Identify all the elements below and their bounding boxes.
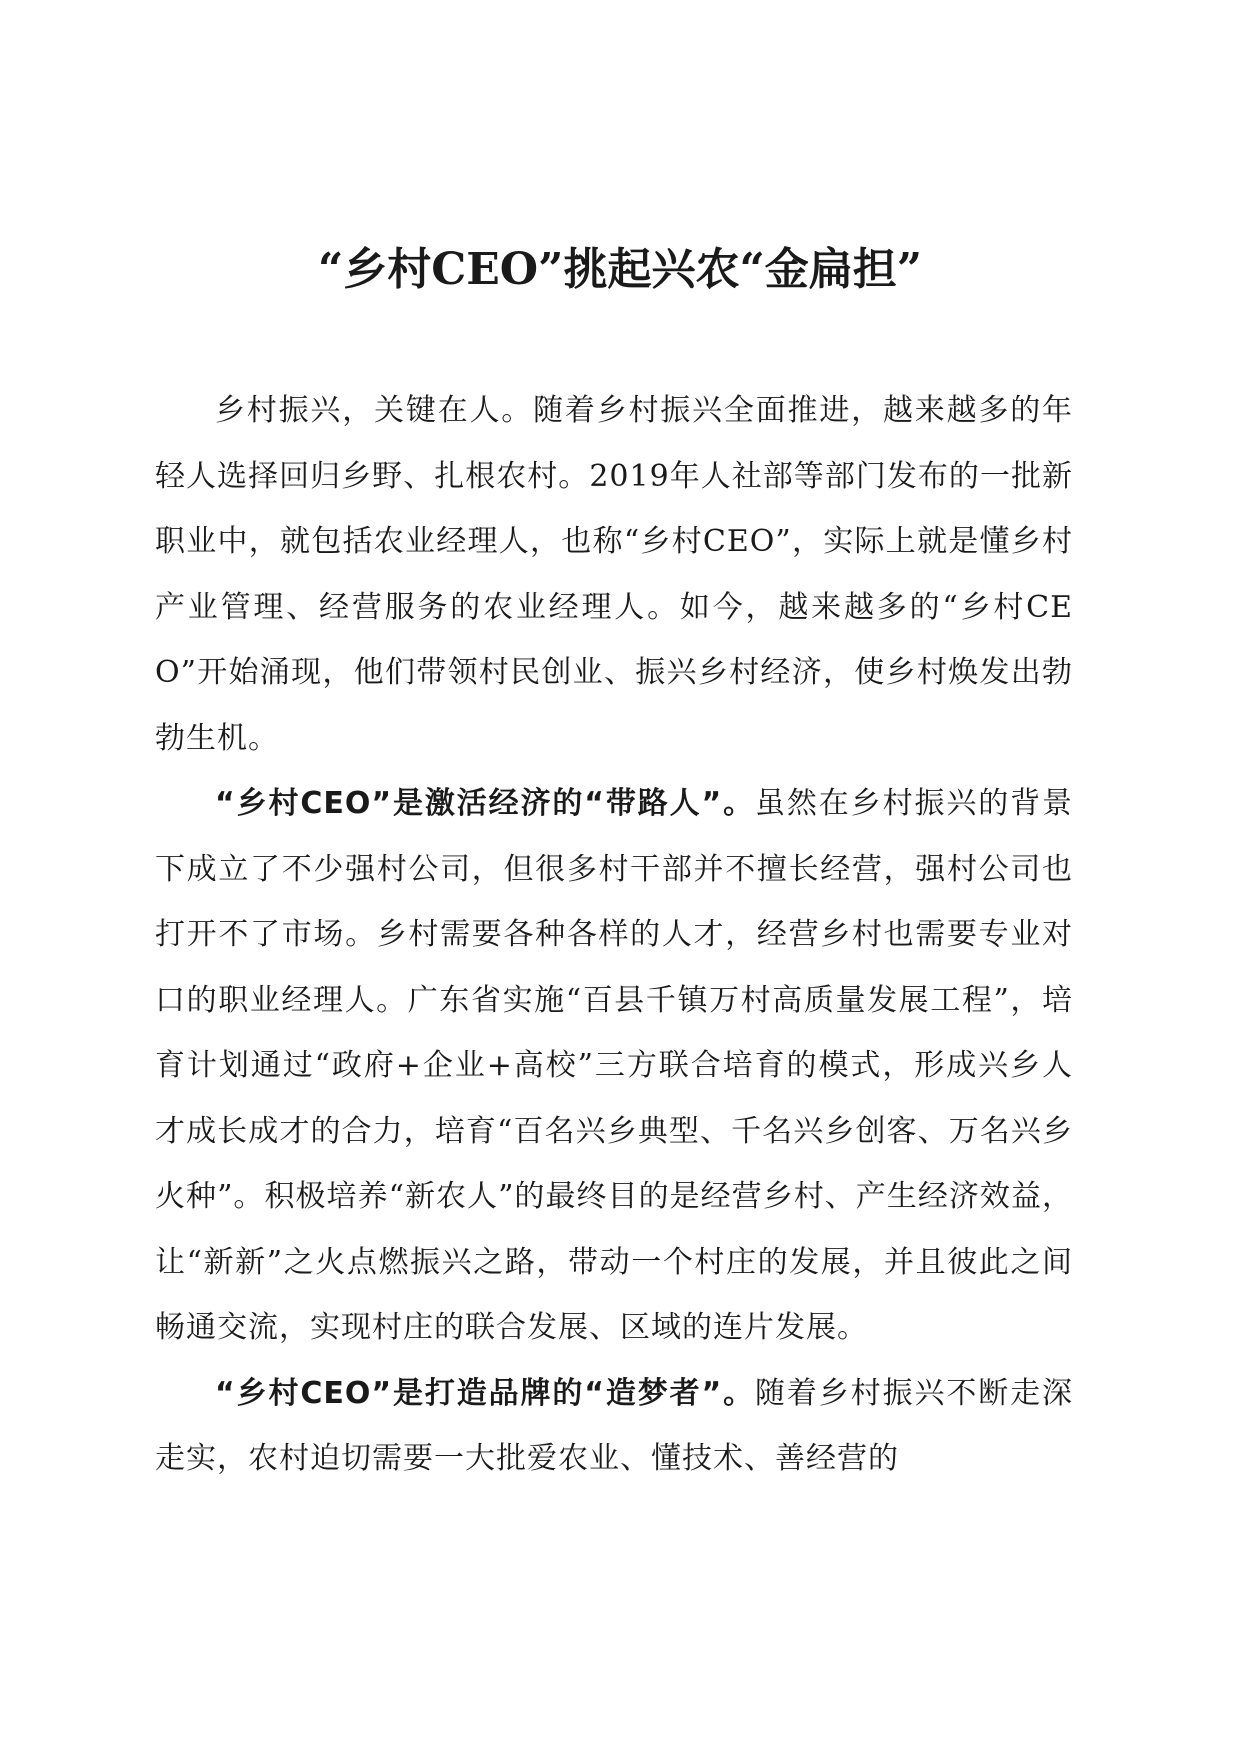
article-body — [155, 378, 1073, 1492]
page-title: “乡村CEO”挑起兴农“金扁担” — [317, 244, 923, 295]
paragraph-text: 虽然在乡村振兴的背景下成立了不少强村公司，但很多村干部并不擅长经营，强村公司也打开不了市场。乡村需要各种各样的人才，经营乡村也需要专业对口的职业经理人。广东省实施“百县千镇万村高质量发展工程”，培育计划通过“政府+企业+高校”三方联合培育的模式，形成兴乡人才成长成才的合力，培育“百名兴乡典型、千名兴乡创客、万名兴乡火种”。积极培养“新农人”的最终目的是经营乡村、产生经济效益，让“新新”之火点燃振兴之路，带动一个村庄的发展，并且彼此之间畅通交流，实现村庄的联合发展、区域的连片发展。 — [155, 786, 1073, 1345]
paragraph-2 — [155, 771, 1073, 1361]
paragraph-text: 随着乡村振兴不断走深走实，农村迫切需要一大批爱农业、懂技术、善经营的 — [155, 1375, 1073, 1476]
paragraph-1 — [155, 378, 1073, 771]
paragraph-3 — [155, 1361, 1073, 1492]
paragraph-lead: “乡村CEO”是打造品牌的“造梦者”。 — [215, 1375, 756, 1411]
paragraph-lead: “乡村CEO”是激活经济的“带路人”。 — [215, 786, 756, 821]
paragraph-text: 乡村振兴，关键在人。随着乡村振兴全面推进，越来越多的年轻人选择回归乡野、扎根农村。2019年人社部等部门发布的一批新职业中，就包括农业经理人，也称“乡村CEO”，实际上就是懂乡村产业管理、经营服务的农业经理人。如今，越来越多的“乡村CEO”开始涌现，他们带领村民创业、振兴乡村经济，使乡村焕发出勃勃生机。 — [155, 393, 1073, 756]
